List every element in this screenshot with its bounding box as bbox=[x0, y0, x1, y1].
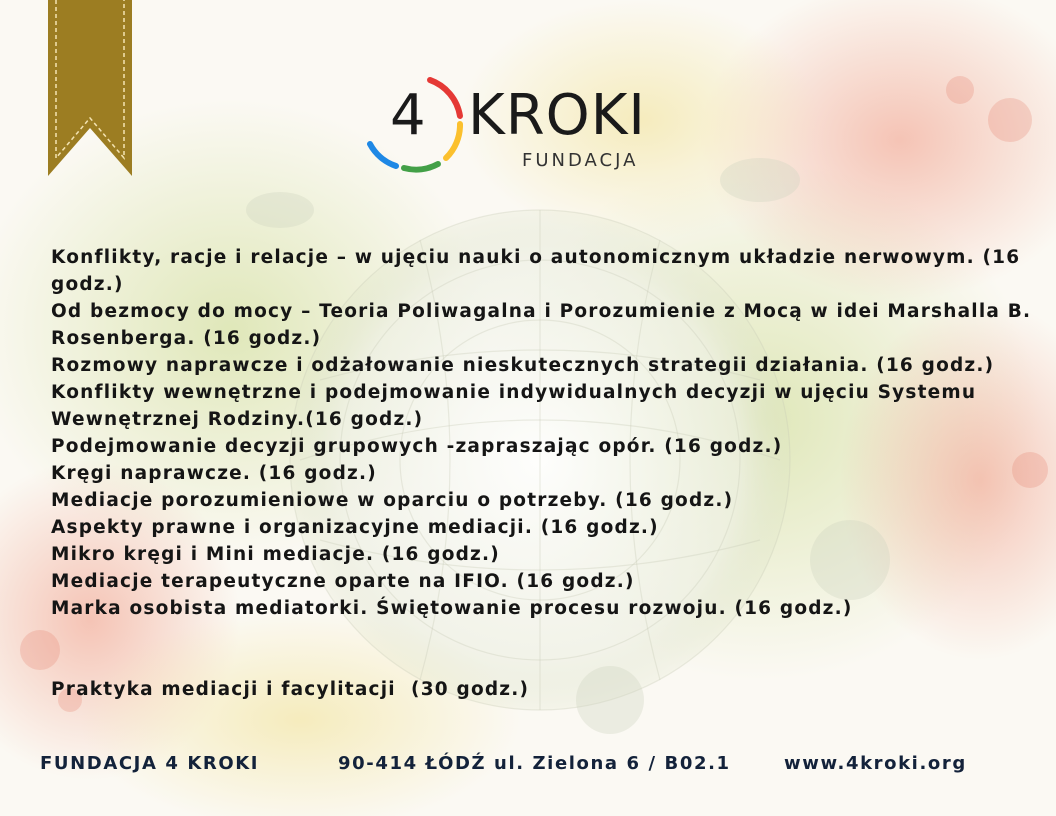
course-item: Podejmowanie decyzji grupowych -zapraszając opór. (16 godz.) bbox=[51, 436, 783, 457]
course-item: Kręgi naprawcze. (16 godz.) bbox=[51, 463, 377, 484]
course-item: Konflikty, racje i relacje – w ujęciu nauki o autonomicznym układzie nerwowym. (16 godz.) bbox=[51, 247, 1021, 295]
course-item: Konflikty wewnętrzne i podejmowanie indywidualnych decyzji w ujęciu Systemu Wewnętrznej Rodziny.(16 godz.) bbox=[51, 382, 977, 430]
footer bbox=[0, 749, 1056, 779]
footer-website-link[interactable]: www.4kroki.org bbox=[784, 753, 967, 774]
course-item: Aspekty prawne i organizacyjne mediacji. (16 godz.) bbox=[51, 517, 659, 538]
course-item: Mediacje terapeutyczne oparte na IFIO. (16 godz.) bbox=[51, 571, 635, 592]
course-item: Marka osobista mediatorki. Świętowanie procesu rozwoju. (16 godz.) bbox=[51, 598, 853, 619]
ribbon-bookmark bbox=[48, 0, 132, 176]
footer-address: 90-414 ŁÓDŹ ul. Zielona 6 / B02.1 bbox=[338, 753, 731, 774]
course-item: Mikro kręgi i Mini mediacje. (16 godz.) bbox=[51, 544, 500, 565]
logo bbox=[360, 70, 680, 180]
course-item: Rozmowy naprawcze i odżałowanie nieskutecznych strategii działania. (16 godz.) bbox=[51, 355, 995, 376]
logo-digit: 4 bbox=[390, 83, 426, 148]
course-item: Od bezmocy do mocy – Teoria Poliwagalna i Porozumienie z Mocą w idei Marshalla B. Rosenberga. (16 godz.) bbox=[51, 301, 1032, 349]
footer-organization-name: FUNDACJA 4 KROKI bbox=[40, 753, 260, 774]
logo-subtitle: FUNDACJA bbox=[522, 150, 639, 171]
logo-wordmark: KROKI bbox=[468, 83, 646, 148]
course-list bbox=[51, 244, 1041, 622]
course-item: Mediacje porozumieniowe w oparciu o potrzeby. (16 godz.) bbox=[51, 490, 734, 511]
practice-item: Praktyka mediacji i facylitacji (30 godz.) bbox=[51, 679, 530, 700]
